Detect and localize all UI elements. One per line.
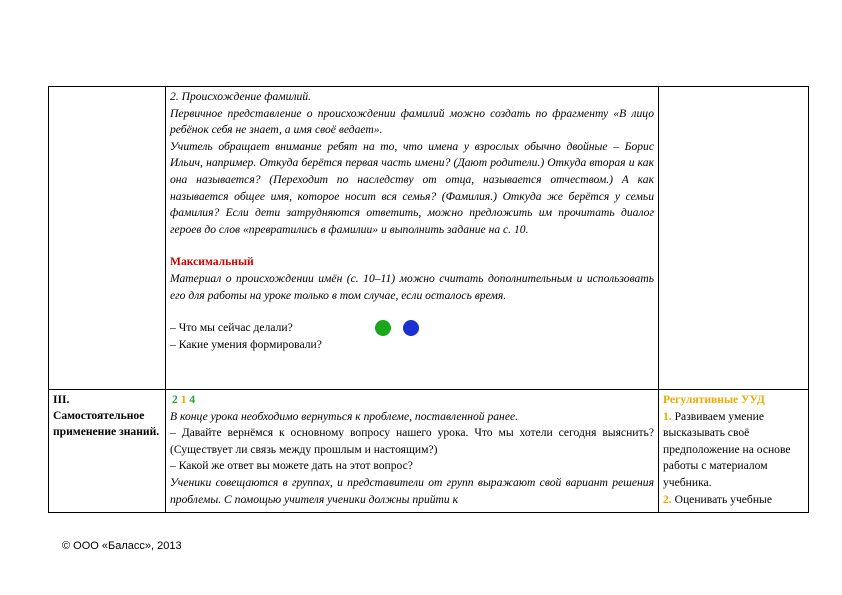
uud-cell-empty xyxy=(659,87,809,390)
question-text: – Какие умения формировали? xyxy=(170,337,322,351)
content-cell xyxy=(166,87,659,390)
green-circle-icon xyxy=(375,320,391,336)
content-cell xyxy=(166,390,659,513)
uud-number: 2. xyxy=(663,492,672,506)
uud-text: Развиваем умение высказывать своё предположение на основе работы с материалом учебника. xyxy=(663,409,791,489)
paragraph: Первичное представление о происхождении фамилий можно создать по фрагменту «В лицо ребёнок себя не знает, а имя своё ведает». xyxy=(170,106,654,137)
task-number: 4 xyxy=(189,393,196,406)
paragraph: Материал о происхождении имён (с. 10–11) можно считать дополнительным и использовать его для работы на уроке только в том случае, если осталось время. xyxy=(170,271,654,302)
table-row xyxy=(49,390,809,513)
uud-text: Оценивать учебные xyxy=(674,492,772,506)
paragraph: Учитель обращает внимание ребят на то, что имена у взрослых обычно двойные – Борис Ильич, например. Откуда берётся первая часть имени? (Дают родители.) Откуда вторая и как она называется? (Переходит по наследству от отца, называется отчеством.) А как называется общее имя, которое носит вся семья? (Фамилия.) Откуда же берётся у семьи фамилия? Если дети затрудняются ответить, можно предложить им прочитать диалог героев до слов «превратились в фамилии» и выполнить задание на с. 10. xyxy=(170,139,654,236)
paragraph: – Давайте вернёмся к основному вопросу нашего урока. Что мы хотели сегодня выяснить? (Существует ли связь между прошлым и настоящим?) xyxy=(170,426,654,456)
uud-item xyxy=(663,492,804,509)
task-number: 1 xyxy=(180,393,187,406)
stage-cell xyxy=(49,390,166,513)
lesson-table xyxy=(48,86,809,513)
uud-cell xyxy=(659,390,809,513)
uud-title: Регулятивные УУД xyxy=(663,393,765,406)
level-label: Максимальный xyxy=(170,255,254,269)
blue-circle-icon xyxy=(403,320,419,336)
question-text: – Что мы сейчас делали? xyxy=(170,321,293,335)
stage-title: III. Самостоятельное применение знаний. xyxy=(53,393,160,438)
question-line xyxy=(170,320,654,337)
task-number: 2 xyxy=(172,393,178,406)
paragraph: – Какой же ответ вы можете дать на этот вопрос? xyxy=(170,459,413,473)
section-heading: 2. Происхождение фамилий. xyxy=(170,90,312,103)
table-row xyxy=(49,87,809,390)
task-numbers xyxy=(172,392,654,409)
paragraph: В конце урока необходимо вернуться к проблеме, поставленной ранее. xyxy=(170,409,519,423)
stage-cell-empty xyxy=(49,87,166,390)
uud-number: 1. xyxy=(663,409,672,423)
copyright-footer: © ООО «Баласс», 2013 xyxy=(62,540,182,552)
paragraph: Ученики совещаются в группах, и представители от групп выражают свой вариант решения проблемы. С помощью учителя ученики должны прийти к xyxy=(170,475,654,506)
uud-item xyxy=(663,409,804,492)
